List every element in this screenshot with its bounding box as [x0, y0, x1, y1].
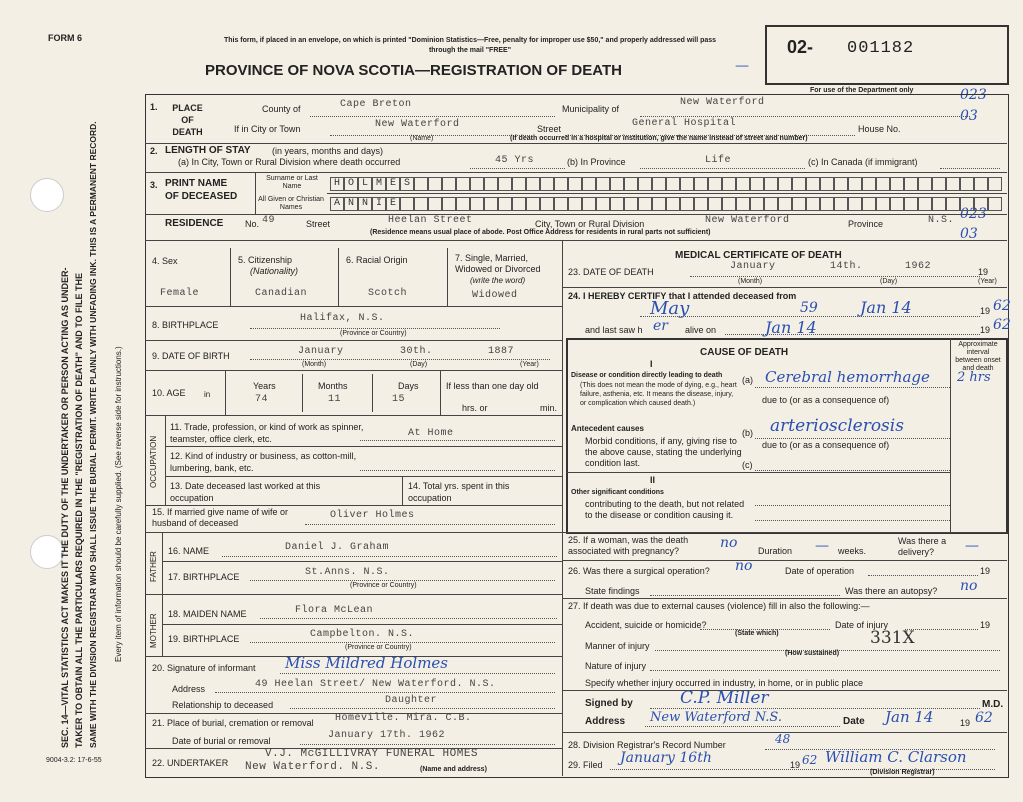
stay-num: 2. — [150, 146, 158, 156]
stay-a-label: (a) In City, Town or Rural Division where death occurred — [178, 157, 401, 167]
surname-letter-cell — [904, 177, 918, 191]
given-letter-cell — [610, 197, 624, 211]
given-letter-cell — [764, 197, 778, 211]
surgical-value: no — [735, 558, 753, 574]
surname-letter-cell — [792, 177, 806, 191]
given-letter-cell — [568, 197, 582, 211]
delivery-value: — — [965, 538, 979, 554]
given-letter-cell — [834, 197, 848, 211]
father-birthplace-label: 17. BIRTHPLACE — [168, 572, 240, 582]
birthplace-value: Halifax, N.S. — [300, 313, 385, 324]
registration-prefix: 02- — [787, 37, 814, 57]
place-name-hint: (Name) — [410, 135, 434, 142]
residence-province-label: Province — [848, 219, 884, 229]
spouse-value: Oliver Holmes — [330, 510, 415, 521]
given-letter-cell — [694, 197, 708, 211]
dob-month-hint: (Month) — [302, 361, 327, 368]
mother-maiden-value: Flora McLean — [295, 605, 374, 616]
citizenship-hint: (Nationality) — [250, 266, 299, 276]
physician-year: 62 — [975, 710, 993, 726]
burial-date-label: Date of burial or removal — [172, 736, 271, 746]
surname-letter-cell: M — [372, 177, 386, 191]
cause-title: CAUSE OF DEATH — [700, 347, 789, 358]
occ-12-label: 12. Kind of industry or business, as cotton-mill, lumbering, bank, etc. — [170, 451, 357, 473]
occ-11-label: 11. Trade, profession, or kind of work as spinner, teamster, office clerk, etc. — [170, 422, 364, 444]
surname-letter-cell — [582, 177, 596, 191]
death-19: 19 — [978, 267, 989, 277]
operation-date-label: Date of operation — [785, 566, 855, 576]
surname-letter-cell: S — [400, 177, 414, 191]
physician-address: New Waterford N.S. — [650, 710, 782, 725]
surname-letter-cell — [834, 177, 848, 191]
filed-label: 29. Filed — [568, 760, 603, 770]
roman-two: II — [650, 475, 656, 485]
occ-14-label: 14. Total yrs. spent in this occupation — [408, 481, 510, 503]
surname-letter-cell — [820, 177, 834, 191]
surname-letter-cell — [652, 177, 666, 191]
name-label-2: OF DECEASED — [165, 191, 238, 202]
given-letter-cell — [638, 197, 652, 211]
given-letter-cell — [820, 197, 834, 211]
registration-box — [765, 25, 1009, 85]
alive-year: 62 — [993, 317, 1011, 333]
death-month-hint: (Month) — [738, 278, 763, 285]
residence-label: RESIDENCE — [165, 218, 224, 229]
given-letter-cell — [918, 197, 932, 211]
burial-label: 21. Place of burial, cremation or removal — [152, 718, 314, 728]
given-letter-cell — [428, 197, 442, 211]
code-331x: 331X — [870, 628, 915, 648]
stay-b-label: (b) In Province — [567, 157, 626, 167]
surname-letter-cell — [498, 177, 512, 191]
filed-year: 62 — [802, 753, 818, 767]
given-letter-cell — [904, 197, 918, 211]
given-letter-cell — [624, 197, 638, 211]
surname-letter-cell — [876, 177, 890, 191]
autopsy-label: Was there an autopsy? — [845, 586, 938, 596]
given-letter-cell — [792, 197, 806, 211]
given-letter-cell — [736, 197, 750, 211]
marital-hint: (write the word) — [470, 276, 526, 285]
punch-hole-bottom — [30, 535, 64, 569]
given-letter-cell — [946, 197, 960, 211]
surname-letter-cell — [722, 177, 736, 191]
father-side-label: FATHER — [149, 551, 158, 582]
surname-letter-cell — [848, 177, 862, 191]
given-letter-cell — [540, 197, 554, 211]
age-hrs: hrs. or — [462, 403, 488, 413]
age-months: 11 — [328, 394, 342, 405]
given-letter-cell — [414, 197, 428, 211]
surname-letter-cell — [694, 177, 708, 191]
municipality-value: New Waterford — [680, 97, 765, 108]
name-label-1: PRINT NAME — [165, 178, 228, 189]
alive-value: Jan 14 — [765, 318, 817, 337]
surname-letter-cell — [554, 177, 568, 191]
dept-code-4: 03 — [960, 226, 978, 242]
registrar-hint: (Division Registrar) — [870, 769, 935, 776]
form-number: FORM 6 — [48, 33, 83, 43]
surname-letter-cell — [974, 177, 988, 191]
given-letter-cell — [582, 197, 596, 211]
attended-to: Jan 14 — [860, 298, 912, 317]
surname-label: Surname or Last Name — [266, 175, 318, 190]
antecedent-label: Antecedent causes — [571, 424, 644, 433]
attended-from: May — [650, 298, 690, 319]
surname-letter-cell — [512, 177, 526, 191]
physician-signature: C.P. Miller — [680, 688, 769, 708]
undertaker-address: New Waterford. N.S. — [245, 761, 380, 773]
weeks-label: weeks. — [838, 546, 867, 556]
age-years-label: Years — [253, 381, 276, 391]
given-letter-cell — [442, 197, 456, 211]
racial-label: 6. Racial Origin — [346, 255, 408, 265]
name-num: 3. — [150, 180, 158, 190]
surname-letter-cell — [946, 177, 960, 191]
dept-code-3: 023 — [960, 206, 987, 222]
record-number-label: 28. Division Registrar's Record Number — [568, 740, 726, 750]
duration-label: Duration — [758, 546, 793, 556]
disease-label: Disease or condition directly leading to death — [571, 372, 723, 379]
informant-signature: Miss Mildred Holmes — [285, 654, 449, 672]
age-days: 15 — [392, 394, 406, 405]
physician-date-label: Date — [843, 716, 865, 727]
side-instructions-2: TAKER TO OBTAIN ALL THE PARTICULARS REQUIRED IN THE "REGISTRATION OF DEATH" AND TO FILE THE — [74, 272, 84, 748]
birthplace-hint: (Province or Country) — [340, 330, 407, 337]
antecedent-hint: Morbid conditions, if any, giving rise to the above cause, stating the underlying condition last. — [585, 436, 742, 468]
surname-letter-cell — [806, 177, 820, 191]
surname-letter-cell — [988, 177, 1002, 191]
surname-letter-cell: O — [344, 177, 358, 191]
given-letter-cell: A — [330, 197, 344, 211]
death-day-hint: (Day) — [880, 278, 898, 285]
surname-letter-cell — [750, 177, 764, 191]
stay-c-label: (c) In Canada (if immigrant) — [808, 157, 918, 167]
surname-letter-cell — [624, 177, 638, 191]
given-letter-cell — [554, 197, 568, 211]
informant-address: 49 Heelan Street/ New Waterford. N.S. — [255, 679, 496, 690]
surname-letter-cell: H — [330, 177, 344, 191]
surname-letter-cell — [638, 177, 652, 191]
cause-b-label: (b) — [742, 428, 753, 438]
surname-letter-cell — [680, 177, 694, 191]
alive-label: alive on — [685, 325, 717, 335]
occ-13-label: 13. Date deceased last worked at this occupation — [170, 481, 321, 503]
county-value: Cape Breton — [340, 99, 412, 110]
age-label: 10. AGE — [152, 388, 186, 398]
father-birthplace-hint: (Province or Country) — [350, 582, 417, 589]
physician-date: Jan 14 — [885, 708, 934, 726]
interval-a: 2 hrs — [957, 370, 991, 385]
delivery-label: Was there a delivery? — [898, 536, 947, 557]
mother-side-label: MOTHER — [149, 613, 158, 648]
physician-19: 19 — [960, 718, 971, 728]
given-letter-cell — [750, 197, 764, 211]
surname-letter-cell — [596, 177, 610, 191]
external-causes-label: 27. If death was due to external causes (violence) fill in also the following:— — [568, 601, 870, 611]
cause-a: Cerebral hemorrhage — [765, 368, 930, 386]
physician-address-label: Address — [585, 716, 626, 727]
city-value: New Waterford — [375, 119, 460, 130]
age-in: in — [204, 390, 211, 399]
due-to-a: due to (or as a consequence of) — [762, 395, 890, 405]
dob-day: 30th. — [400, 346, 433, 357]
autopsy-value: no — [960, 578, 978, 594]
dob-month: January — [298, 346, 344, 357]
disease-hint: (This does not mean the mode of dying, e.g., heart failure, asthenia, etc. It means the disease, injury, or complication which caused death.) — [580, 382, 737, 407]
death-year: 1962 — [905, 261, 932, 272]
place-num: 1. — [150, 102, 158, 112]
sex-value: Female — [160, 288, 200, 299]
cause-a-label: (a) — [742, 375, 753, 385]
residence-street-label: Street — [306, 219, 331, 229]
stay-a-value: 45 Yrs — [495, 155, 535, 166]
dob-year: 1887 — [488, 346, 515, 357]
side-instructions-1: SEC. 14—VITAL STATISTICS ACT MAKES IT THE DUTY OF THE UNDERTAKER OR PERSON ACTING AS UNDER- — [60, 267, 70, 748]
surname-letter-cell — [890, 177, 904, 191]
relationship-value: Daughter — [385, 695, 438, 706]
given-letter-cell — [862, 197, 876, 211]
certify-label: 24. I HEREBY CERTIFY that I attended deceased from — [568, 291, 797, 301]
residence-province: N.S. — [928, 215, 955, 226]
registrar-signature: William C. Clarson — [825, 748, 967, 766]
county-label: County of — [262, 104, 301, 114]
surname-letter-cell — [862, 177, 876, 191]
injury-19: 19 — [980, 620, 991, 630]
given-letter-cell — [400, 197, 414, 211]
surname-letter-cell — [778, 177, 792, 191]
date-of-death-label: 23. DATE OF DEATH — [568, 267, 654, 277]
marital-value: Widowed — [472, 290, 518, 301]
age-days-label: Days — [398, 381, 419, 391]
city-label: If in City or Town — [234, 124, 301, 134]
given-letter-cell — [666, 197, 680, 211]
given-letter-cell — [708, 197, 722, 211]
form-code: 9004-3.2: 17-6-55 — [46, 757, 102, 764]
undertaker-name: V.J. McGILLIVRAY FUNERAL HOMES — [265, 748, 479, 760]
residence-street: Heelan Street — [388, 215, 473, 226]
undertaker-label: 22. UNDERTAKER — [152, 758, 229, 768]
surname-letter-cell — [932, 177, 946, 191]
given-letter-cell — [960, 197, 974, 211]
filed-date: January 16th — [620, 750, 712, 766]
given-letter-cell: N — [358, 197, 372, 211]
street-value: General Hospital — [632, 118, 737, 129]
surgical-label: 26. Was there a surgical operation? — [568, 566, 710, 576]
given-letter-cell: N — [344, 197, 358, 211]
birthplace-label: 8. BIRTHPLACE — [152, 320, 219, 330]
given-letter-cell — [848, 197, 862, 211]
spouse-label: 15. If married give name of wife or husband of deceased — [152, 507, 289, 528]
given-letter-cell — [988, 197, 1002, 211]
attended-19: 19 — [980, 306, 991, 316]
punch-hole-top — [30, 178, 64, 212]
dob-label: 9. DATE OF BIRTH — [152, 351, 230, 361]
given-letter-cell — [456, 197, 470, 211]
registration-number: 001182 — [847, 39, 915, 58]
cause-c-label: (c) — [742, 460, 753, 470]
father-name-label: 16. NAME — [168, 546, 210, 556]
father-birthplace-value: St.Anns. N.S. — [305, 567, 390, 578]
surname-letter-cell — [428, 177, 442, 191]
surname-letter-cell: L — [358, 177, 372, 191]
manner-label: Manner of injury — [585, 641, 650, 651]
given-letter-cell — [974, 197, 988, 211]
relationship-label: Relationship to deceased — [172, 700, 274, 710]
age-lessday: If less than one day old — [446, 381, 539, 391]
state-findings-label: State findings — [585, 586, 640, 596]
racial-value: Scotch — [368, 288, 408, 299]
surname-letter-cell — [918, 177, 932, 191]
occ-11-value: At Home — [408, 428, 454, 439]
surname-letter-cell — [470, 177, 484, 191]
surname-letter-cell — [764, 177, 778, 191]
stay-label: LENGTH OF STAY — [165, 145, 251, 156]
attended-to-year: 62 — [993, 298, 1011, 314]
stay-b-value: Life — [705, 155, 732, 166]
given-letter-cell — [722, 197, 736, 211]
roman-one: I — [650, 359, 653, 369]
other-hint: contributing to the death, but not related to the disease or condition causing it. — [585, 499, 745, 520]
residence-city: New Waterford — [705, 215, 790, 226]
surname-letter-cell — [456, 177, 470, 191]
age-min: min. — [540, 403, 558, 413]
medical-title: MEDICAL CERTIFICATE OF DEATH — [675, 250, 842, 261]
dob-year-hint: (Year) — [520, 361, 539, 368]
informant-address-label: Address — [172, 684, 206, 694]
pregnancy-label: 25. If a woman, was the death associated with pregnancy? — [568, 535, 689, 556]
accident-label: Accident, suicide or homicide? — [585, 620, 707, 630]
given-letter-cell — [890, 197, 904, 211]
mother-maiden-label: 18. MAIDEN NAME — [168, 609, 247, 619]
surname-letter-cell — [666, 177, 680, 191]
duration-value: — — [815, 538, 829, 554]
place-label: PLACE OF DEATH — [172, 103, 203, 137]
sex-label: 4. Sex — [152, 256, 178, 266]
citizenship-value: Canadian — [255, 288, 308, 299]
death-day: 14th. — [830, 261, 863, 272]
dob-day-hint: (Day) — [410, 361, 428, 368]
dept-code-1: 023 — [960, 87, 987, 103]
residence-note: (Residence means usual place of abode. Post Office Address for residents in rural parts not sufficient) — [370, 229, 711, 236]
occupation-side-label: OCCUPATION — [149, 435, 158, 488]
given-letter-cell — [596, 197, 610, 211]
given-letter-cell — [652, 197, 666, 211]
how-sustained-hint: (How sustained) — [785, 650, 840, 657]
cause-b: arteriosclerosis — [770, 416, 904, 436]
residence-city-label: City, Town or Rural Division — [535, 219, 645, 229]
citizenship-label: 5. Citizenship — [238, 255, 293, 265]
given-letter-cell — [484, 197, 498, 211]
stay-hint: (in years, months and days) — [272, 146, 384, 156]
place-note: (If death occurred in a hospital or institution, give the name instead of street and number) — [510, 135, 808, 142]
other-label: Other significant conditions — [571, 489, 664, 496]
dept-code-2: 03 — [960, 108, 978, 124]
undertaker-hint: (Name and address) — [420, 766, 487, 773]
injury-date-label: Date of injury — [835, 620, 889, 630]
mother-birthplace-hint: (Province or Country) — [345, 644, 412, 651]
filed-19: 19 — [790, 760, 801, 770]
surname-letter-cell — [484, 177, 498, 191]
mother-birthplace-value: Campbelton. N.S. — [310, 629, 415, 640]
surname-letter-cell — [442, 177, 456, 191]
surname-letter-cell — [526, 177, 540, 191]
state-which-hint: (State which) — [735, 630, 779, 637]
given-letter-cell — [526, 197, 540, 211]
municipality-label: Municipality of — [562, 104, 620, 114]
given-letter-cell — [470, 197, 484, 211]
given-letter-cell — [876, 197, 890, 211]
surname-letter-cell — [568, 177, 582, 191]
death-month: January — [730, 261, 776, 272]
last-saw-value: er — [653, 318, 668, 334]
due-to-b: due to (or as a consequence of) — [762, 440, 890, 450]
given-letter-cell — [778, 197, 792, 211]
surname-letter-cell — [736, 177, 750, 191]
operation-19: 19 — [980, 566, 991, 576]
street-label: Street — [537, 124, 562, 134]
last-saw-label: and last saw h — [585, 325, 643, 335]
mail-notice: This form, if placed in an envelope, on which is printed "Dominion Statistics—Free, penalty for improper use $50," and properly addressed will pass through the mail "FREE" — [223, 37, 717, 54]
age-years: 74 — [255, 394, 269, 405]
given-letter-cell — [498, 197, 512, 211]
informant-label: 20. Signature of informant — [152, 663, 256, 673]
signed-by-label: Signed by — [585, 698, 633, 709]
surname-letter-cell — [960, 177, 974, 191]
father-name-value: Daniel J. Graham — [285, 542, 390, 553]
surname-letter-cell — [708, 177, 722, 191]
specify-label: Specify whether injury occurred in industry, in home, or in public place — [585, 678, 863, 688]
pregnancy-value: no — [720, 535, 738, 551]
alive-19: 19 — [980, 325, 991, 335]
attended-from-year: 59 — [800, 300, 818, 316]
surname-letter-cell: E — [386, 177, 400, 191]
record-number: 48 — [775, 732, 791, 746]
given-letter-cell — [932, 197, 946, 211]
given-letter-cell: E — [386, 197, 400, 211]
surname-letter-cell — [414, 177, 428, 191]
side-instructions-3: SAME WITH THE DIVISION REGISTRAR WHO SHALL ISSUE THE BURIAL PERMIT. WRITE PLAINLY WITH UNFADING INK. THIS IS A PERMANENT RECORD. — [88, 121, 98, 748]
md-label: M.D. — [982, 699, 1004, 710]
given-letter-cell — [806, 197, 820, 211]
surname-letter-cell — [610, 177, 624, 191]
residence-no: 49 — [262, 215, 276, 226]
residence-no-label: No. — [245, 219, 260, 229]
house-label: House No. — [858, 124, 901, 134]
death-year-hint: (Year) — [978, 278, 997, 285]
burial-value: Homeville. Mira. C.B. — [335, 713, 472, 724]
page-title: PROVINCE OF NOVA SCOTIA—REGISTRATION OF DEATH — [205, 62, 622, 79]
given-letter-cell: I — [372, 197, 386, 211]
given-label: All Given or Christian Names — [258, 196, 324, 211]
marital-label: 7. Single, Married, Widowed or Divorced — [455, 253, 541, 274]
nature-label: Nature of injury — [585, 661, 647, 671]
surname-letter-cell — [540, 177, 554, 191]
side-instructions-4: Every item of information should be carefully supplied. (See reverse side for instructions.) — [114, 346, 123, 662]
given-letter-cell — [680, 197, 694, 211]
burial-date: January 17th. 1962 — [328, 730, 446, 741]
age-months-label: Months — [318, 381, 348, 391]
interval-label: Approximate interval between onset and death — [955, 341, 1001, 372]
department-note: For use of the Department only — [810, 87, 914, 94]
given-letter-cell — [512, 197, 526, 211]
pen-mark-dash: — — [735, 58, 749, 74]
mother-birthplace-label: 19. BIRTHPLACE — [168, 634, 240, 644]
